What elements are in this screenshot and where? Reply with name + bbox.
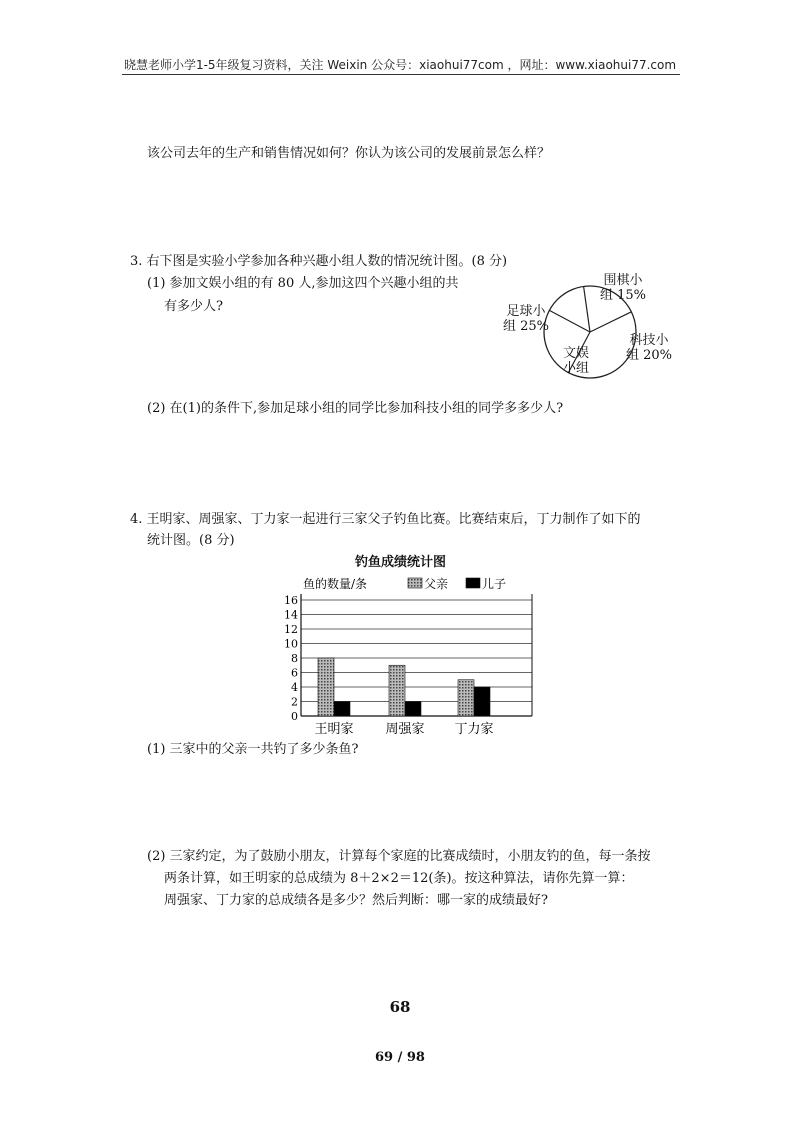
header-divider xyxy=(122,74,680,75)
y-tick-label: 10 xyxy=(284,637,298,651)
y-tick-label: 0 xyxy=(291,710,298,723)
pagination: 69 / 98 xyxy=(375,1050,425,1065)
y-tick-label: 14 xyxy=(284,608,298,622)
legend-label-father: 父亲 xyxy=(424,577,449,591)
q3-sub2: (2) 在(1)的条件下,参加足球小组的同学比参加科技小组的同学多多少人? xyxy=(147,401,564,416)
page-header: 晓慧老师小学1-5年级复习资料，关注 Weixin 公众号：xiaohui77com ，网址：www.xiaohui77.com xyxy=(123,58,677,72)
legend-swatch-son xyxy=(466,578,480,588)
pie-divider-0 xyxy=(549,310,590,332)
q4-sub2-line1: (2) 三家约定，为了鼓励小朋友，计算每个家庭的比赛成绩时，小朋友钓的鱼，每一条按 xyxy=(147,849,651,864)
bar-chart xyxy=(270,570,550,745)
pie-label-wenyu: 文娱 小组 xyxy=(563,346,590,376)
q3-stem: 3. 右下图是实验小学参加各种兴趣小组人数的情况统计图。(8 分) xyxy=(130,254,508,269)
y-axis-label: 鱼的数量/条 xyxy=(303,577,368,591)
q4-sub1: (1) 三家中的父亲一共钓了多少条鱼? xyxy=(147,742,359,757)
legend-label-son: 儿子 xyxy=(482,577,507,591)
y-tick-label: 4 xyxy=(291,681,298,694)
x-category-label: 周强家 xyxy=(385,722,425,737)
q3-sub1-line2: 有多少人? xyxy=(164,299,223,314)
pie-label-zuqiu: 足球小 组 25% xyxy=(503,304,550,334)
bar-father-1 xyxy=(389,665,405,716)
q4-stem-line1: 4. 王明家、周强家、丁力家一起进行三家父子钓鱼比赛。比赛结束后，丁力制作了如下的 xyxy=(130,512,641,527)
x-category-label: 王明家 xyxy=(314,722,354,737)
bar-son-0 xyxy=(334,702,350,717)
q3-sub1-line1: (1) 参加文娱小组的有 80 人,参加这四个兴趣小组的共 xyxy=(147,276,459,291)
chart-title: 钓鱼成绩统计图 xyxy=(355,555,447,570)
page-number: 68 xyxy=(389,998,411,1016)
pie-label-keji: 科技小 组 20% xyxy=(626,333,673,363)
bar-son-1 xyxy=(405,702,421,717)
q4-stem-line2: 统计图。(8 分) xyxy=(147,533,235,548)
y-tick-label: 6 xyxy=(291,666,298,680)
y-tick-label: 8 xyxy=(291,652,298,665)
legend-swatch-father xyxy=(408,578,422,588)
y-tick-label: 12 xyxy=(284,623,298,636)
y-tick-label: 2 xyxy=(291,695,298,709)
top-question: 该公司去年的生产和销售情况如何？你认为该公司的发展前景怎么样？ xyxy=(147,146,551,161)
pie-divider-2 xyxy=(590,312,631,332)
bar-father-2 xyxy=(458,680,474,716)
y-tick-label: 16 xyxy=(284,594,298,607)
x-category-label: 丁力家 xyxy=(454,722,494,737)
pie-label-weiqi: 围棋小 组 15% xyxy=(600,273,647,303)
q4-sub2-line2: 两条计算，如王明家的总成绩为 8＋2×2＝12(条)。按这种算法，请你先算一算： xyxy=(164,871,634,886)
bar-son-2 xyxy=(474,687,490,716)
pie-divider-1 xyxy=(584,286,590,332)
q4-sub2-line3: 周强家、丁力家的总成绩各是多少？然后判断：哪一家的成绩最好? xyxy=(164,893,548,908)
bar-father-0 xyxy=(318,658,334,716)
